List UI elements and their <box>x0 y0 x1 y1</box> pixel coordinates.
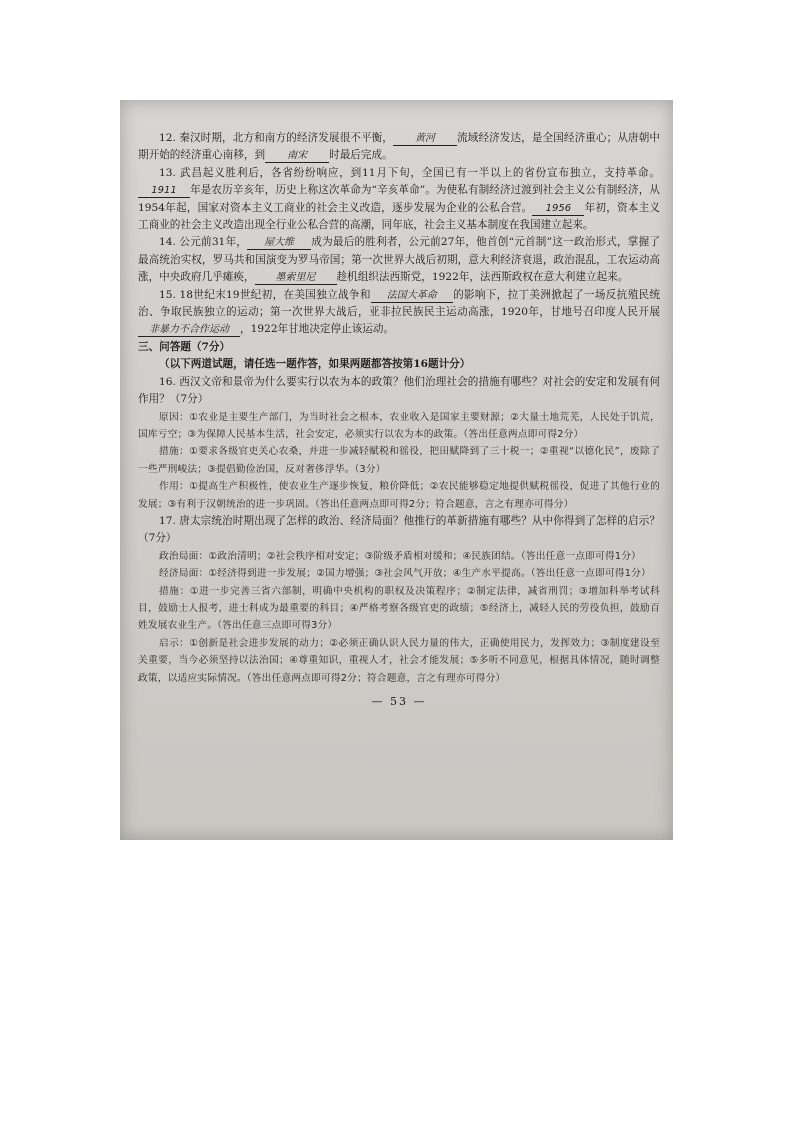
q17-measures: 措施：①进一步完善三省六部制，明确中央机构的职权及决策程序；②制定法律，减省刑罚；③增加科举考试科目，鼓励士人报考，进士科成为最重要的科目；④严格考察各级官吏的政绩；⑤经济上，减轻人民的劳役负担，鼓励百姓发展农业生产。（答出任意三点即可得3分） <box>138 585 660 632</box>
exam-answer-page <box>138 130 660 710</box>
answer-blank: 墨索里尼 <box>255 271 337 285</box>
q17-insight: 启示：①创新是社会进步发展的动力；②必须正确认识人民力量的伟大，正确使用民力，发挥效力；③制度建设至关重要，当今必须坚持以法治国；④尊重知识，重视人才，社会才能发展；⑤多听不同意见，根据具体情况，随时调整政策，以适应实际情况。（答出任意两点即可得2分；符合题意，言之有理亦可得分） <box>138 637 660 684</box>
question-15: 15. 18世纪末19世纪初，在美国独立战争和 法国大革命 的影响下，拉丁美洲掀起了一场反抗殖民统治、争取民族独立的运动；第一次世界大战后，亚非拉民族民主运动高涨，1920年，甘地号召印度人民开展非暴力不合作运动 ，1922年甘地决定停止该运动。 <box>138 288 660 336</box>
q17-politics: 政治局面：①政治清明；②社会秩序相对安定；③阶级矛盾相对缓和；④民族团结。（答出任意一点即可得1分） <box>159 550 641 562</box>
question-13: 13. 武昌起义胜利后，各省纷纷响应，到11月下旬，全国已有一半以上的省份宣布独立，支持革命。1911 年是农历辛亥年，历史上称这次革命为“辛亥革命”。为使私有制经济过渡到社会主义公有制经济，从1954年起，国家对资本主义工商业的社会主义改造，逐步发展为企业的公私合营。 1956 年初，资本主义工商业的社会主义改造出现全行业公私合营的高潮，同年底，社会主义基本制度在我国建立起来。 <box>138 166 660 232</box>
answer-blank: 1911 <box>138 184 190 198</box>
question-12: 12. 秦汉时期，北方和南方的经济发展很不平衡， 黄河 流域经济发达，是全国经济重心；从唐朝中期开始的经济重心南移，到 南宋 时最后完成。 <box>138 132 661 162</box>
q17-economy: 经济局面：①经济得到进一步发展；②国力增强；③社会风气开放；④生产水平提高。（答出任意一点即可得1分） <box>159 568 651 580</box>
question-17: 17. 唐太宗统治时期出现了怎样的政治、经济局面？他推行的革新措施有哪些？从中你得到了怎样的启示？（7分） <box>138 514 660 545</box>
answer-blank: 南宋 <box>265 149 329 163</box>
q16-effect: 作用：①提高生产积极性，使农业生产逐步恢复，粮价降低；②农民能够稳定地提供赋税徭役，促进了其他行业的发展；③有利于汉朝统治的进一步巩固。（答出任意两点即可得2分；符合题意，言之有理亦可得分） <box>138 481 660 510</box>
page-number: — 53 — <box>371 695 427 708</box>
answer-blank: 黄河 <box>393 132 457 146</box>
answer-blank: 法国大革命 <box>371 289 453 303</box>
section-3-note: （以下两道试题，请任选一题作答，如果两题都答按第16题计分） <box>159 358 471 371</box>
q16-reason: 原因：①农业是主要生产部门，为当时社会之根本，农业收入是国家主要财源；②大量土地荒芜，人民处于饥荒，国库亏空；③为保障人民基本生活，社会安定，必须实行以农为本的政策。（答出任意两点即可得2分） <box>138 411 660 440</box>
section-3-title: 三、问答题（7分） <box>138 340 231 353</box>
question-14: 14. 公元前31年， 屋大维 成为最后的胜利者，公元前27年，他首创“元首制”这一政治形式，掌握了最高统治实权，罗马共和国演变为罗马帝国；第一次世界大战后初期，意大利经济衰退，政治混乱，工农运动高涨，中央政府几乎瘫痪， 墨索里尼 趁机组织法西斯党，1922年，法西斯政权在意大利建立起来。 <box>138 236 660 284</box>
question-16: 16. 西汉文帝和景帝为什么要实行以农为本的政策？他们治理社会的措施有哪些？对社会的安定和发展有何作用？（7分） <box>138 375 660 406</box>
answer-blank: 1956 <box>532 202 584 216</box>
answer-blank: 非暴力不合作运动 <box>138 323 240 337</box>
answer-blank: 屋大维 <box>247 236 311 250</box>
scanned-page-photo <box>120 100 673 840</box>
q16-measures: 措施：①要求各级官吏关心农桑，并进一步减轻赋税和徭役，把田赋降到了三十税一；②重视“以德化民”，废除了一些严刑峻法；③提倡勤俭治国，反对奢侈浮华。（3分） <box>138 446 660 475</box>
